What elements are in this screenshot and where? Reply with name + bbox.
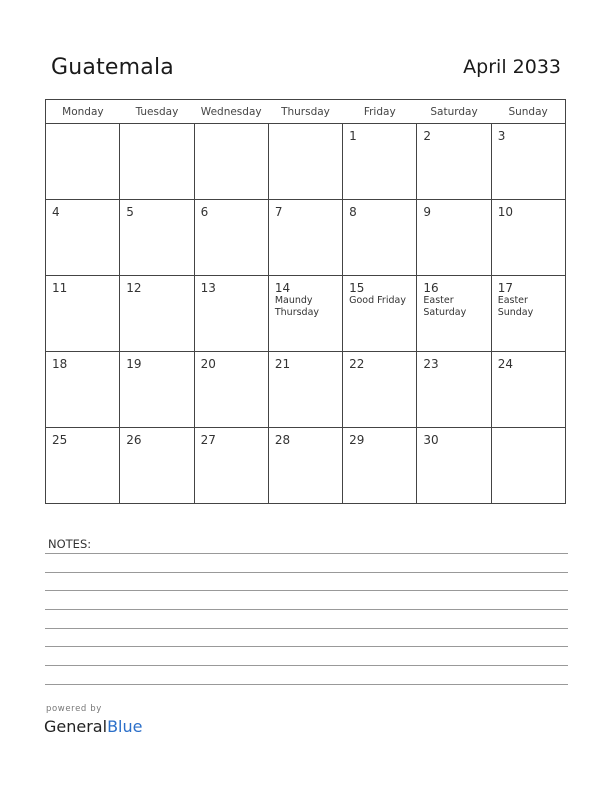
week-row [46, 276, 566, 352]
day-cell [343, 352, 417, 428]
holiday-label: Easter Sunday [497, 295, 534, 318]
note-line [45, 609, 568, 610]
day-cell [120, 200, 194, 276]
day-cell [268, 352, 342, 428]
note-line [45, 590, 568, 591]
day-number: 22 [349, 357, 365, 371]
note-line [45, 572, 568, 573]
day-cell [120, 276, 194, 352]
day-cell [46, 200, 120, 276]
day-cell [343, 276, 417, 352]
note-line [45, 646, 568, 647]
page-title: Guatemala [51, 55, 174, 80]
day-number: 19 [126, 357, 142, 371]
day-cell [417, 276, 491, 352]
day-number: 30 [423, 433, 439, 447]
day-number: 25 [52, 433, 68, 447]
week-row [46, 124, 566, 200]
day-cell [46, 124, 120, 200]
powered-by-text: powered by [46, 704, 102, 714]
holiday-label: Good Friday [349, 295, 406, 306]
brand-blue: Blue [107, 717, 143, 736]
day-number: 4 [52, 205, 60, 219]
weekday-friday: Friday [343, 100, 417, 124]
day-number: 26 [126, 433, 142, 447]
day-cell [491, 428, 565, 504]
week-row [46, 200, 566, 276]
month-title: April 2033 [463, 56, 561, 78]
day-number: 28 [274, 433, 291, 447]
notes-label: NOTES: [48, 537, 92, 551]
day-cell [268, 200, 342, 276]
note-line [45, 628, 568, 629]
weekday-sunday: Sunday [491, 100, 565, 124]
day-number: 7 [274, 205, 283, 219]
day-cell [417, 352, 491, 428]
day-number: 6 [200, 205, 209, 219]
day-cell [268, 276, 342, 352]
day-number: 21 [274, 357, 291, 371]
day-cell [491, 200, 565, 276]
day-cell [343, 200, 417, 276]
day-cell [268, 124, 342, 200]
day-cell [491, 352, 565, 428]
day-number: 27 [200, 433, 216, 447]
day-number: 14 [274, 281, 291, 295]
holiday-label: Maundy Thursday [274, 295, 320, 318]
day-cell [120, 124, 194, 200]
weekday-wednesday: Wednesday [194, 100, 268, 124]
day-number: 9 [423, 205, 432, 219]
holiday-label: Easter Saturday [423, 295, 467, 318]
day-cell [417, 124, 491, 200]
weekday-saturday: Saturday [417, 100, 491, 124]
day-number: 29 [349, 433, 365, 447]
day-number: 18 [52, 357, 68, 371]
day-number: 1 [349, 129, 357, 143]
day-cell [120, 428, 194, 504]
brand-general: General [44, 717, 108, 736]
weekday-header-row [46, 100, 566, 124]
day-number: 12 [126, 281, 142, 295]
day-cell [46, 276, 120, 352]
day-cell [46, 428, 120, 504]
day-cell [194, 200, 268, 276]
day-cell [194, 276, 268, 352]
day-number: 24 [497, 357, 513, 371]
day-cell [120, 352, 194, 428]
week-row [46, 428, 566, 504]
day-cell [268, 428, 342, 504]
weekday-thursday: Thursday [268, 100, 342, 124]
weekday-tuesday: Tuesday [120, 100, 194, 124]
day-number: 13 [200, 281, 216, 295]
day-cell [46, 352, 120, 428]
calendar-grid [45, 99, 566, 504]
day-number: 20 [200, 357, 216, 371]
day-number: 10 [497, 205, 513, 219]
weekday-monday: Monday [46, 100, 120, 124]
note-line [45, 665, 568, 666]
note-line [45, 684, 568, 685]
day-number: 11 [52, 281, 68, 295]
day-cell [491, 124, 565, 200]
day-cell [343, 428, 417, 504]
day-cell [194, 124, 268, 200]
day-cell [417, 428, 491, 504]
day-number: 8 [349, 205, 357, 219]
day-number: 3 [497, 129, 506, 143]
brand-logo[interactable] [44, 717, 142, 736]
day-number: 23 [423, 357, 439, 371]
day-cell [417, 200, 491, 276]
day-number: 15 [349, 281, 365, 295]
day-cell [194, 352, 268, 428]
note-line [45, 553, 568, 554]
day-number: 5 [126, 205, 134, 219]
day-cell [491, 276, 565, 352]
day-cell [194, 428, 268, 504]
day-number: 17 [497, 281, 513, 295]
week-row [46, 352, 566, 428]
day-number: 2 [423, 129, 432, 143]
day-cell [343, 124, 417, 200]
day-number: 16 [423, 281, 439, 295]
